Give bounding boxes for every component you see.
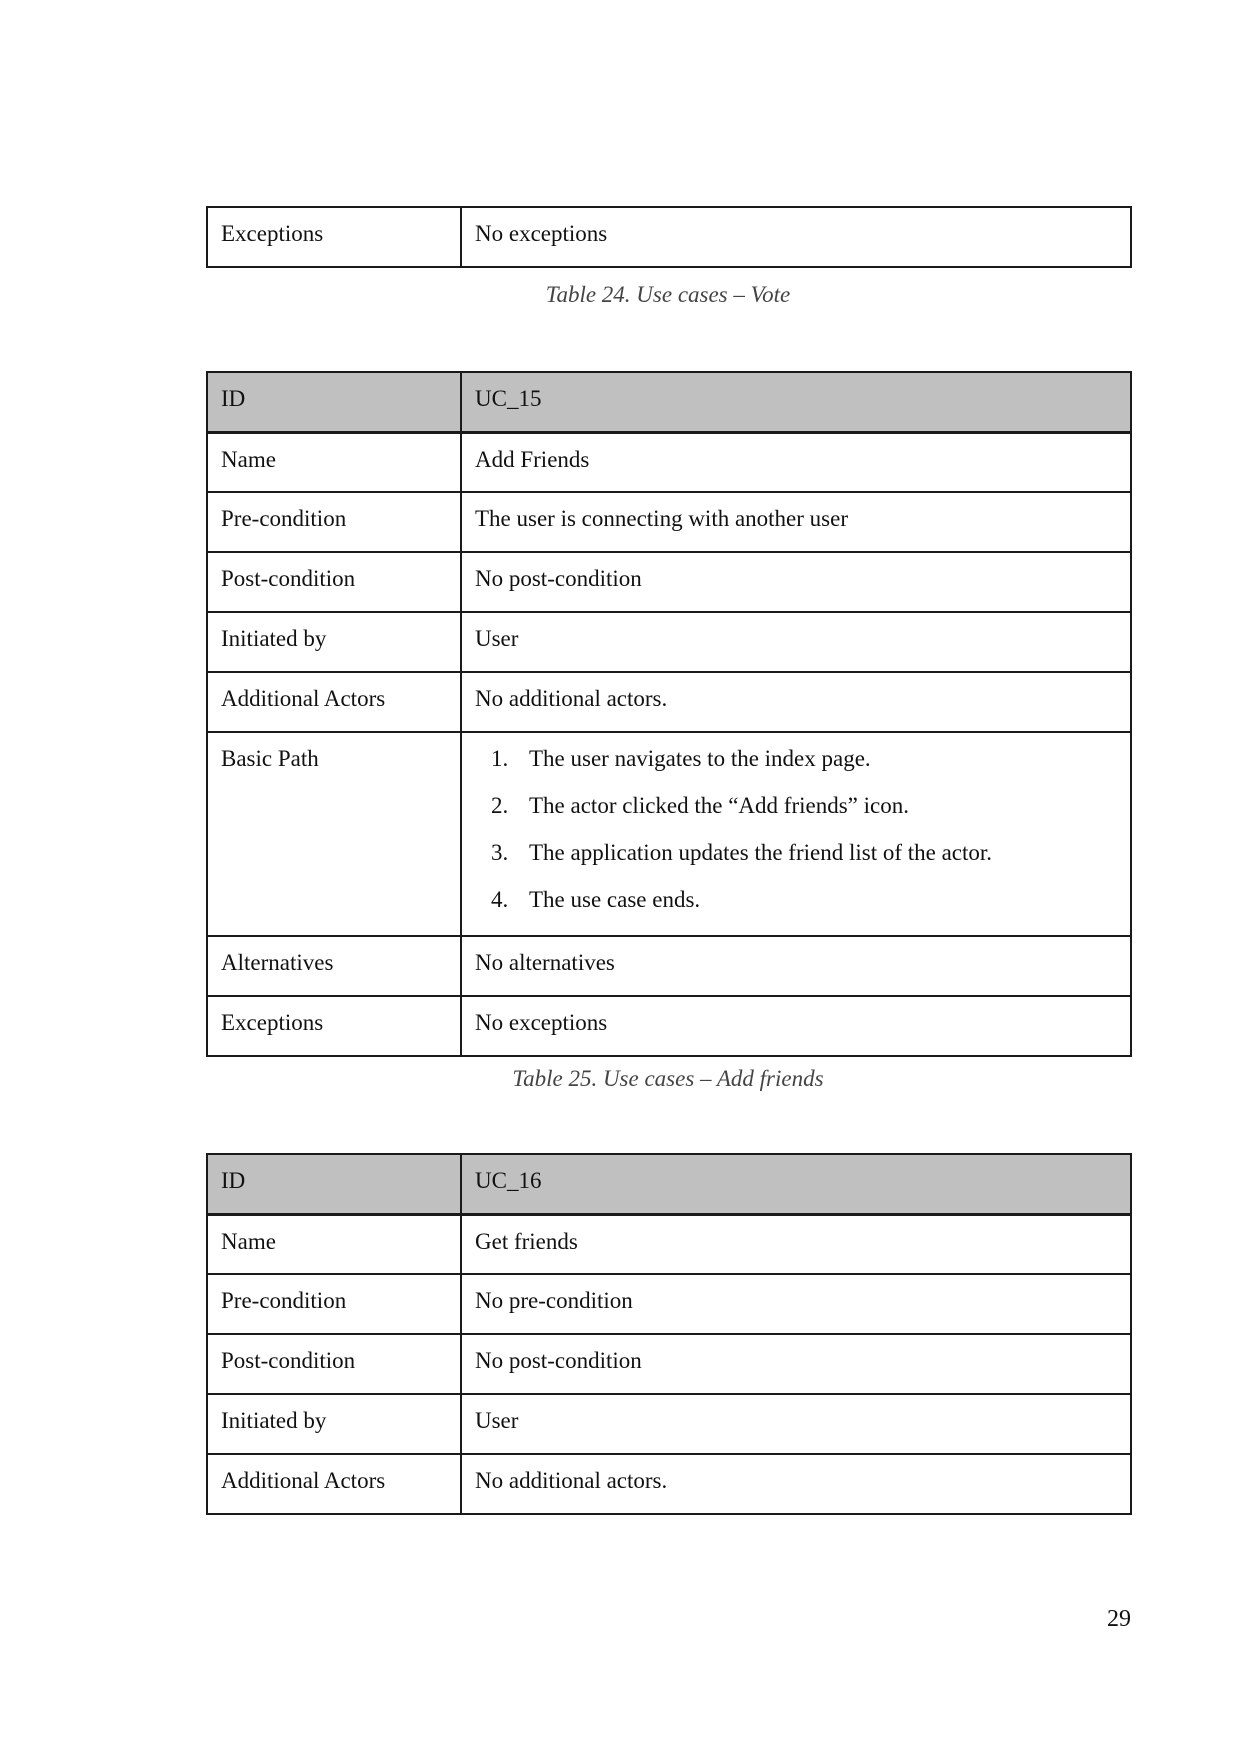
list-item: [475, 792, 1118, 820]
row-label: Initiated by: [207, 612, 461, 672]
table-header-row: [207, 1154, 1131, 1214]
row-label: Name: [207, 1214, 461, 1274]
list-item: [475, 745, 1118, 773]
row-value: User: [461, 1394, 1131, 1454]
step-number: 4.: [491, 887, 509, 912]
id-value: UC_15: [461, 372, 1131, 432]
table-24-caption: Table 24. Use cases – Vote: [545, 282, 791, 307]
page-number: 29: [1107, 1606, 1131, 1632]
table-row: [207, 936, 1131, 996]
row-value: No exceptions: [461, 996, 1131, 1056]
table-row: [207, 1394, 1131, 1454]
row-label: Initiated by: [207, 1394, 461, 1454]
row-value: User: [461, 612, 1131, 672]
id-label: ID: [207, 372, 461, 432]
row-label: Exceptions: [207, 207, 461, 267]
row-label: Additional Actors: [207, 1454, 461, 1514]
row-label: Post-condition: [207, 552, 461, 612]
table-row-basic-path: [207, 732, 1131, 936]
row-label: Exceptions: [207, 996, 461, 1056]
row-value: The user is connecting with another user: [461, 492, 1131, 552]
table-25-caption: Table 25. Use cases – Add friends: [512, 1066, 824, 1091]
row-value: Add Friends: [461, 432, 1131, 492]
row-label: Post-condition: [207, 1334, 461, 1394]
steps-list: [475, 745, 1118, 914]
table-row: [207, 672, 1131, 732]
table-row: [207, 492, 1131, 552]
table-row: [207, 996, 1131, 1056]
table-row: [207, 1334, 1131, 1394]
step-number: 3.: [491, 840, 509, 865]
id-label: ID: [207, 1154, 461, 1214]
step-text: The user navigates to the index page.: [529, 746, 871, 771]
row-value: No alternatives: [461, 936, 1131, 996]
row-value: No exceptions: [461, 207, 1131, 267]
step-number: 2.: [491, 793, 509, 818]
row-label: Pre-condition: [207, 492, 461, 552]
step-text: The use case ends.: [529, 887, 701, 912]
row-label: Name: [207, 432, 461, 492]
table-row: [207, 552, 1131, 612]
step-text: The actor clicked the “Add friends” icon.: [529, 793, 909, 818]
basic-path-steps: [461, 732, 1131, 936]
step-text: The application updates the friend list of the actor.: [529, 840, 993, 865]
row-label: Alternatives: [207, 936, 461, 996]
step-number: 1.: [491, 746, 509, 771]
row-label: Additional Actors: [207, 672, 461, 732]
row-value: No pre-condition: [461, 1274, 1131, 1334]
row-value: No post-condition: [461, 1334, 1131, 1394]
id-value: UC_16: [461, 1154, 1131, 1214]
table-row: [207, 432, 1131, 492]
row-value: No additional actors.: [461, 672, 1131, 732]
table-row: [207, 1214, 1131, 1274]
row-label: Basic Path: [207, 732, 461, 936]
table-row: [207, 1454, 1131, 1514]
row-value: No additional actors.: [461, 1454, 1131, 1514]
row-label: Pre-condition: [207, 1274, 461, 1334]
table-row: [207, 1274, 1131, 1334]
table-row: [207, 207, 1131, 267]
table-row: [207, 612, 1131, 672]
list-item: [475, 839, 1118, 867]
table-header-row: [207, 372, 1131, 432]
vote-table-continued: [206, 206, 1132, 268]
use-case-table-uc15: [206, 371, 1132, 1057]
use-case-table-uc16: [206, 1153, 1132, 1515]
row-value: No post-condition: [461, 552, 1131, 612]
row-value: Get friends: [461, 1214, 1131, 1274]
list-item: [475, 886, 1118, 914]
